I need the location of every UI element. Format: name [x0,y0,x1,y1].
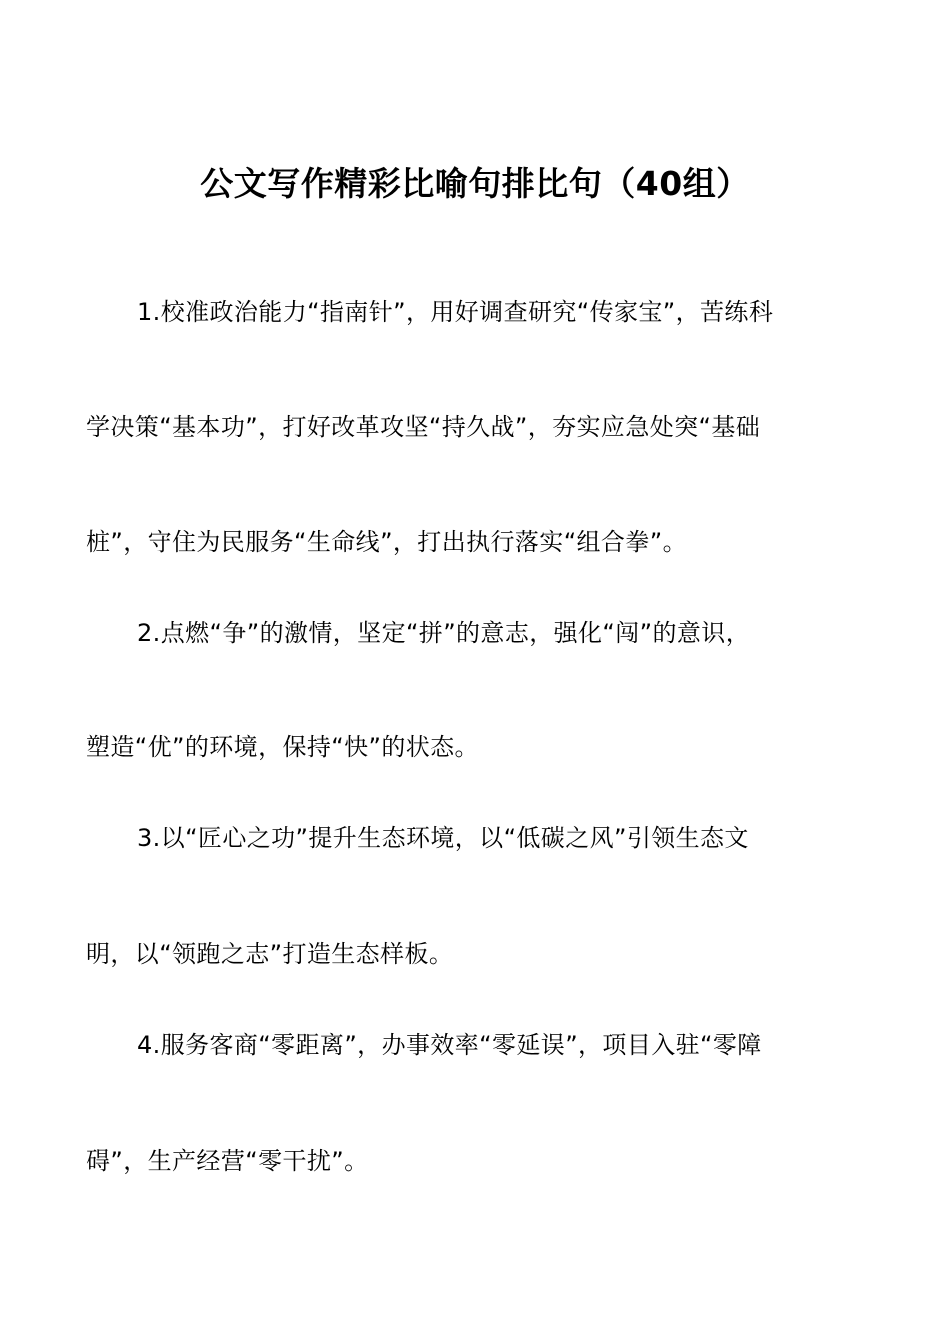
document-title: 公文写作精彩比喻句排比句（40组） [200,164,750,203]
paragraph-line: 碍”，生产经营“零干扰”。 [86,1147,369,1175]
paragraph-line: 桩”，守住为民服务“生命线”，打出执行落实“组合拳”。 [86,528,687,556]
paragraph-line: 1.校准政治能力“指南针”，用好调查研究“传家宝”，苦练科 [137,298,774,326]
paragraph-line: 明，以“领跑之志”打造生态样板。 [86,940,454,968]
paragraph-line: 学决策“基本功”，打好改革攻坚“持久战”，夯实应急处突“基础 [86,413,761,441]
paragraph-line: 塑造“优”的环境，保持“快”的状态。 [86,733,479,761]
paragraph-line: 4.服务客商“零距离”，办事效率“零延误”，项目入驻“零障 [137,1031,762,1059]
paragraph-line: 3.以“匠心之功”提升生态环境，以“低碳之风”引领生态文 [137,824,749,852]
paragraph-line: 2.点燃“争”的激情，坚定“拼”的意志，强化“闯”的意识， [137,619,751,647]
